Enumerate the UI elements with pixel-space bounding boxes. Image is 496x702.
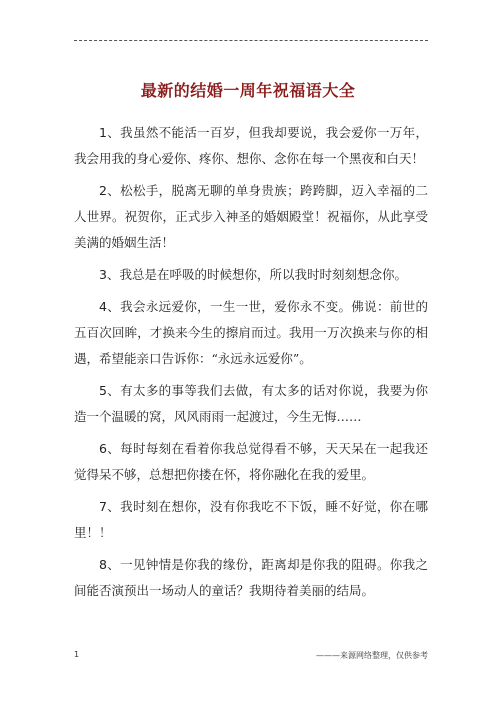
paragraph-number: 4 [99, 299, 107, 314]
paragraph-text: 、每时每刻在看着你我总觉得看不够，天天呆在一起我还觉得呆不够，总想把你搂在怀，将你融化在我的爱里。 [74, 441, 428, 482]
paragraph-number: 2 [99, 183, 107, 198]
paragraph [74, 262, 428, 288]
paragraph-number: 3 [99, 267, 107, 282]
document-title: 最新的结婚一周年祝福语大全 [140, 81, 356, 100]
document-body [74, 120, 428, 610]
paragraph-number: 8 [99, 557, 107, 572]
paragraph [74, 494, 428, 546]
paragraph [74, 178, 428, 256]
paragraph-text: 、有太多的事等我们去做，有太多的话对你说，我要为你造一个温暖的窝，风风雨雨一起渡过，今生无悔…… [74, 383, 428, 424]
paragraph-number: 6 [99, 441, 107, 456]
paragraph-text: 、一见钟情是你我的缘份，距离却是你我的阻碍。你我之间能否演预出一场动人的童话？我期待着美丽的结局。 [74, 557, 428, 598]
paragraph-text: 、我时刻在想你，没有你我吃不下饭，睡不好觉，你在哪里！！ [74, 499, 428, 540]
paragraph-text: 、我虽然不能活一百岁，但我却要说，我会爱你一万年，我会用我的身心爱你、疼你、想你、念你在每一个黑夜和白天！ [74, 125, 428, 166]
paragraph-text: 、松松手，脱离无聊的单身贵族；跨跨脚，迈入幸福的二人世界。祝贺你，正式步入神圣的婚姻殿堂！祝福你，从此享受美满的婚姻生活！ [74, 183, 428, 250]
header-dashed-line [74, 40, 428, 41]
paragraph-number: 1 [99, 125, 107, 140]
paragraph-text: 、我会永远爱你，一生一世，爱你永不变。佛说：前世的五百次回眸，才换来今生的擦肩而过。我用一万次换来与你的相遇，希望能亲口告诉你：“永远永远爱你”。 [74, 299, 428, 366]
paragraph-text: 、我总是在呼吸的时候想你，所以我时时刻刻想念你。 [106, 267, 407, 282]
paragraph [74, 552, 428, 604]
page-number: 1 [74, 650, 80, 659]
source-note: ———来源网络整理，仅供参考 [316, 651, 428, 660]
paragraph [74, 294, 428, 372]
paragraph [74, 436, 428, 488]
page-footer [74, 650, 428, 664]
paragraph-number: 5 [99, 383, 107, 398]
paragraph [74, 120, 428, 172]
paragraph [74, 378, 428, 430]
paragraph-number: 7 [99, 499, 107, 514]
